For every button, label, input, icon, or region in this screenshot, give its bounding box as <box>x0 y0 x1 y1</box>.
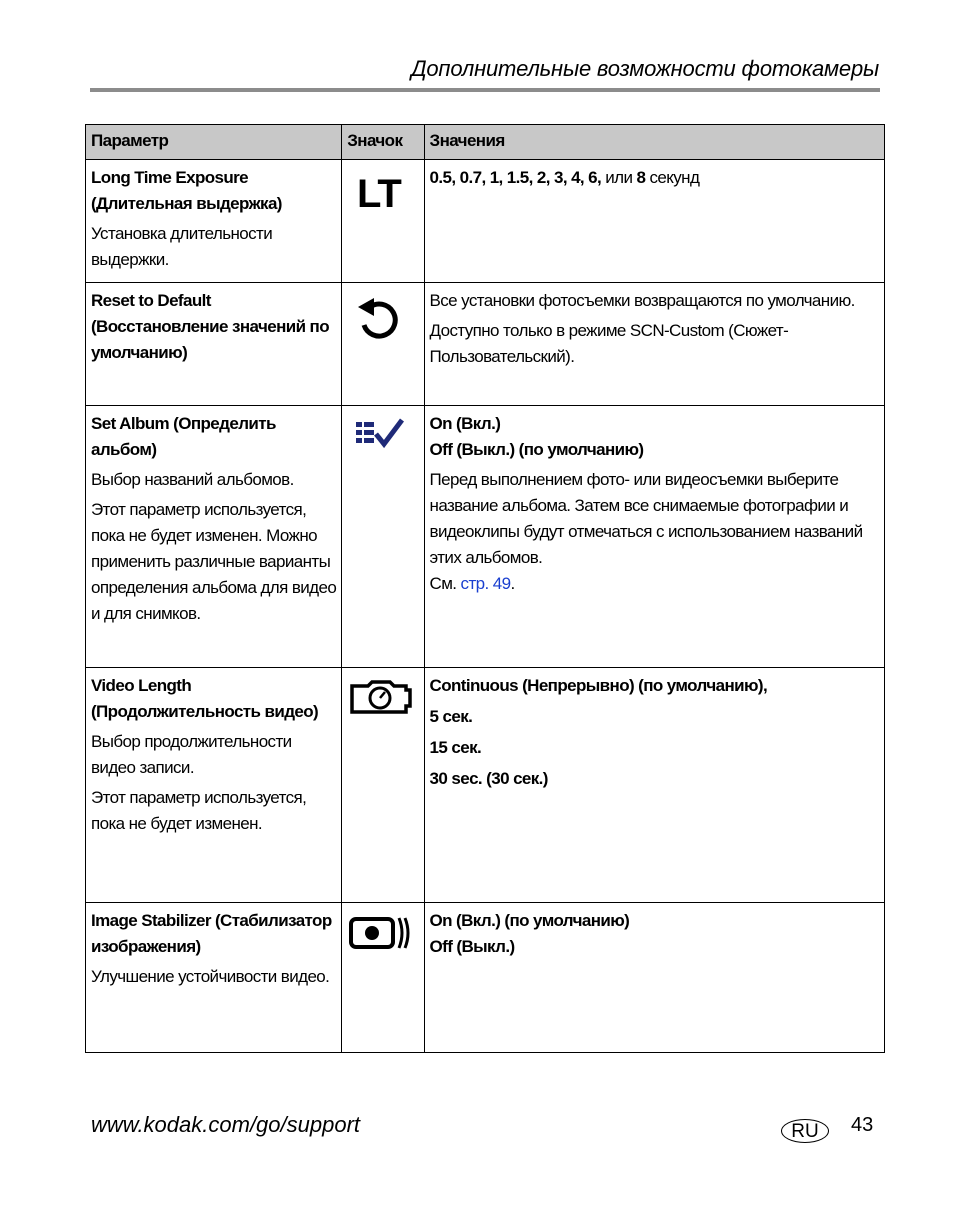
values-text: Все установки фотосъемки возвращаются по умолчанию. <box>429 291 855 310</box>
values-option-off: Off (Выкл.) <box>429 937 515 956</box>
long-time-exposure-icon: LT <box>356 172 401 216</box>
parameters-table <box>85 124 885 1053</box>
see-also-prefix: См. <box>429 574 461 593</box>
parameter-note: Этот параметр используется, пока не будет изменен. Можно применить различные варианты определения альбома для видео и для снимков. <box>91 500 337 623</box>
values-cell <box>424 903 884 1053</box>
values-list: 0.5, 0.7, 1, 1.5, 2, 3, 4, 6, <box>429 168 602 187</box>
values-option-off: Off (Выкл.) (по умолчанию) <box>429 440 644 459</box>
values-connector: или <box>601 168 637 187</box>
see-also-suffix: . <box>510 574 515 593</box>
values-option-on: On (Вкл.) (по умолчанию) <box>429 911 630 930</box>
icon-cell <box>342 903 424 1053</box>
header-divider <box>90 88 880 92</box>
column-header-parameter: Параметр <box>86 125 342 160</box>
values-option-15s: 15 сек. <box>429 738 482 757</box>
parameter-description: Выбор продолжительности видео записи. <box>91 732 292 777</box>
values-cell <box>424 283 884 406</box>
column-header-values: Значения <box>424 125 884 160</box>
values-note: Доступно только в режиме SCN-Custom (Сюжет-Пользовательский). <box>429 321 789 366</box>
table-header-row <box>86 125 885 160</box>
parameter-description: Улучшение устойчивости видео. <box>91 967 330 986</box>
values-last: 8 <box>636 168 646 187</box>
icon-cell <box>342 668 424 903</box>
reset-arrow-icon <box>354 293 410 343</box>
page-link[interactable]: стр. 49 <box>460 574 511 593</box>
parameter-name: Set Album (Определить альбом) <box>91 414 276 459</box>
values-cell <box>424 160 884 283</box>
values-unit: секунд <box>645 168 700 187</box>
parameter-cell <box>86 283 342 406</box>
album-check-icon <box>352 416 408 450</box>
values-cell <box>424 668 884 903</box>
table-row <box>86 903 885 1053</box>
parameter-cell <box>86 406 342 668</box>
values-option-5s: 5 сек. <box>429 707 473 726</box>
values-option-continuous: Continuous (Непрерывно) (по умолчанию), <box>429 676 768 695</box>
page-number: 43 <box>851 1114 874 1136</box>
table-row <box>86 160 885 283</box>
icon-cell <box>342 160 424 283</box>
parameter-cell <box>86 903 342 1053</box>
column-header-icon: Значок <box>342 125 424 160</box>
page-header-title: Дополнительные возможности фотокамеры <box>411 56 879 81</box>
parameter-cell <box>86 160 342 283</box>
values-cell <box>424 406 884 668</box>
values-text: Перед выполнением фото- или видеосъемки выберите название альбома. Затем все снимаемые фотографии и видеоклипы будут отмечаться с использованием названий этих альбомов. <box>429 470 863 567</box>
table-row <box>86 668 885 903</box>
values-option-30s: 30 sec. (30 сек.) <box>429 769 548 788</box>
table-row <box>86 283 885 406</box>
parameter-note: Этот параметр используется, пока не будет изменен. <box>91 788 307 833</box>
icon-cell <box>342 283 424 406</box>
support-url: www.kodak.com/go/support <box>91 1112 361 1137</box>
language-badge: RU <box>781 1119 829 1143</box>
image-stabilizer-icon <box>347 913 415 953</box>
video-length-timer-icon <box>348 678 414 718</box>
parameter-description: Установка длительности выдержки. <box>91 224 273 269</box>
parameter-name: Long Time Exposure (Длительная выдержка) <box>91 168 282 213</box>
parameter-cell <box>86 668 342 903</box>
parameter-description: Выбор названий альбомов. <box>91 470 294 489</box>
parameter-name: Image Stabilizer (Стабилизатор изображения) <box>91 911 332 956</box>
values-option-on: On (Вкл.) <box>429 414 501 433</box>
icon-cell <box>342 406 424 668</box>
table-row <box>86 406 885 668</box>
parameter-name: Reset to Default (Восстановление значений по умолчанию) <box>91 291 330 362</box>
parameter-name: Video Length (Продолжительность видео) <box>91 676 319 721</box>
